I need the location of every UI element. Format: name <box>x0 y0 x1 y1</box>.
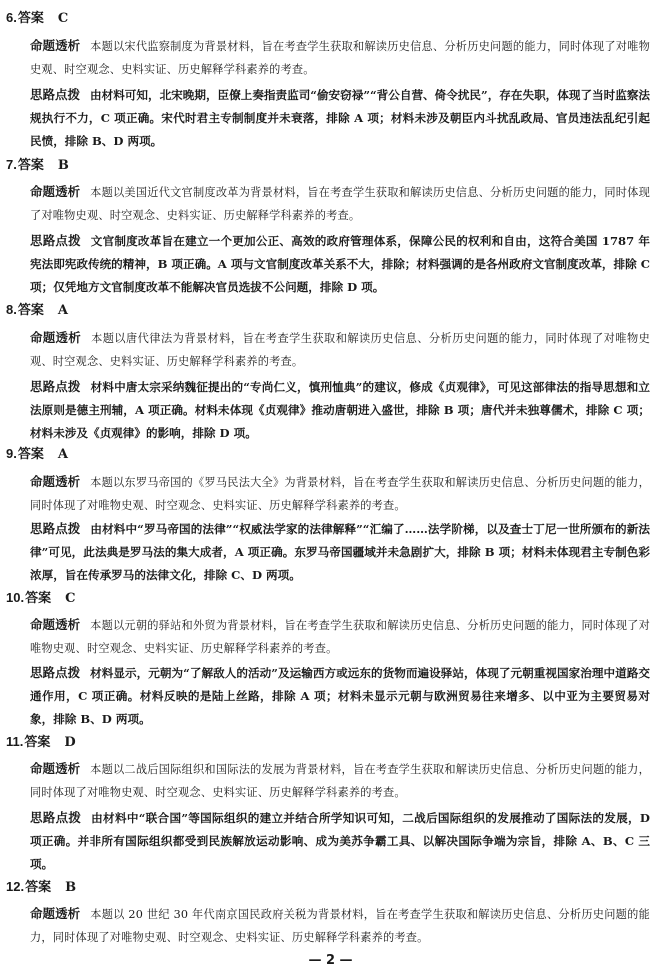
analysis-paragraph <box>30 613 650 660</box>
hint-paragraph <box>30 229 650 300</box>
question-number: 10. <box>6 590 25 605</box>
hint-label: 思路点拨 <box>30 233 81 248</box>
analysis-text: 本题以元朝的驿站和外贸为背景材料，旨在考查学生获取和解读历史信息、分析历史问题的能力，同时体现了对唯物史观、时空观念、史料实证、历史解释学科素养的考查。 <box>30 619 650 656</box>
hint-text: 由材料中“罗马帝国的法律”“权威法学家的法律解释”“汇编了……法学阶梯，以及查士丁尼一世所颁布的新法律”可见，此法典是罗马法的集大成者，A 项正确。东罗马帝国疆域并未急剧扩大，排除 B 项；材料未体现君主专制色彩浓厚，旨在传承罗马的法律文化，排除 C、D 两项。 <box>30 522 650 583</box>
question-number: 6. <box>6 10 17 25</box>
question-number: 11. <box>6 734 24 749</box>
hint-text: 由材料可知，北宋晚期，臣僚上奏指责监司“偷安窃禄”“背公自营、倚令扰民”，存在失职，体现了当时监察法规执行不力，C 项正确。宋代时君主专制制度并未衰落，排除 A 项；材料未涉及朝臣内斗扰乱政局、官员违法乱纪引起民愤，排除 B、D 两项。 <box>30 88 651 149</box>
answer-letter: B <box>57 158 69 173</box>
analysis-text: 本题以二战后国际组织和国际法的发展为背景材料，旨在考查学生获取和解读历史信息、分析历史问题的能力，同时体现了对唯物史观、时空观念、史料实证、历史解释学科素养的考查。 <box>30 763 650 800</box>
answer-word: 答案 <box>25 880 52 895</box>
hint-label: 思路点拨 <box>30 521 81 536</box>
hint-text: 由材料中“联合国”等国际组织的建立并结合所学知识可知，二战后国际组织的发展推动了国际法的发展，D 项正确。并非所有国际组织都受到民族解放运动影响、成为美苏争霸工具、以解决国际争端为宗旨，排除 A、B、C 三项。 <box>30 811 650 872</box>
answer-word: 答案 <box>25 591 52 606</box>
answer-line <box>6 590 75 607</box>
answer-line <box>6 446 68 463</box>
analysis-text: 本题以宋代监察制度为背景材料，旨在考查学生获取和解读历史信息、分析历史问题的能力，同时体现了对唯物史观、时空观念、史料实证、历史解释学科素养的考查。 <box>30 40 650 77</box>
answer-word: 答案 <box>17 303 44 318</box>
hint-text: 材料中唐太宗采纳魏征提出的“专尚仁义，慎刑恤典”的建议，修成《贞观律》，可见这部律法的指导思想和立法原则是德主刑辅，A 项正确。材料未体现《贞观律》推动唐朝进入盛世，排除 B 项；唐代并未独尊儒术，排除 C 项；材料未涉及《贞观律》的影响，排除 D 项。 <box>30 380 650 441</box>
analysis-text: 本题以 20 世纪 30 年代南京国民政府关税为背景材料，旨在考查学生获取和解读历史信息、分析历史问题的能力，同时体现了对唯物史观、时空观念、史料实证、历史解释学科素养的考查。 <box>30 908 650 945</box>
analysis-label: 命题透析 <box>30 330 82 345</box>
analysis-paragraph <box>30 757 650 804</box>
analysis-paragraph <box>30 180 650 227</box>
answer-letter: C <box>57 11 69 26</box>
question-number: 9. <box>6 446 17 461</box>
analysis-paragraph <box>30 470 650 517</box>
hint-paragraph <box>30 517 650 588</box>
analysis-paragraph <box>30 902 650 949</box>
answer-line <box>6 302 68 319</box>
question-number: 7. <box>6 157 17 172</box>
hint-paragraph <box>30 375 650 446</box>
hint-paragraph <box>30 661 650 732</box>
analysis-text: 本题以东罗马帝国的《罗马民法大全》为背景材料，旨在考查学生获取和解读历史信息、分析历史问题的能力，同时体现了对唯物史观、时空观念、史料实证、历史解释学科素养的考查。 <box>30 476 650 513</box>
analysis-paragraph <box>30 34 650 81</box>
answer-line <box>6 734 76 751</box>
analysis-label: 命题透析 <box>30 474 81 489</box>
answer-line <box>6 157 69 174</box>
answer-letter: D <box>64 735 76 750</box>
hint-text: 文官制度改革旨在建立一个更加公正、高效的政府管理体系，保障公民的权利和自由，这符合美国 1787 年宪法即宪政传统的精神，B 项正确。A 项与文官制度改革关系不大，排除；材料强调的是各州政府文官制度改革，排除 C 项；仅凭地方文官制度改革不能解决官员选拔不公问题，排除 D 项。 <box>30 234 650 295</box>
page-number: — 2 — <box>308 953 353 968</box>
hint-text: 材料显示，元朝为“了解敌人的活动”及运输西方或远东的货物而遍设驿站，体现了元朝重视国家治理中道路交通作用，C 项正确。材料反映的是陆上丝路，排除 A 项；材料未显示元朝与欧洲贸易往来增多、以中亚为主要贸易对象，排除 B、D 两项。 <box>30 666 650 727</box>
analysis-text: 本题以美国近代文官制度改革为背景材料，旨在考查学生获取和解读历史信息、分析历史问题的能力，同时体现了对唯物史观、时空观念、史料实证、历史解释学科素养的考查。 <box>30 186 650 223</box>
question-number: 8. <box>6 302 17 317</box>
question-number: 12. <box>6 879 25 894</box>
hint-label: 思路点拨 <box>30 379 81 394</box>
analysis-label: 命题透析 <box>30 906 81 921</box>
answer-word: 答案 <box>17 11 44 26</box>
answer-letter: A <box>57 303 68 318</box>
hint-label: 思路点拨 <box>30 665 81 680</box>
analysis-label: 命题透析 <box>30 761 81 776</box>
analysis-label: 命题透析 <box>30 184 81 199</box>
answer-letter: A <box>57 447 68 462</box>
answer-word: 答案 <box>24 735 51 750</box>
analysis-label: 命题透析 <box>30 617 81 632</box>
analysis-text: 本题以唐代律法为背景材料，旨在考查学生获取和解读历史信息、分析历史问题的能力，同时体现了对唯物史观、时空观念、史料实证、历史解释学科素养的考查。 <box>30 332 650 369</box>
analysis-label: 命题透析 <box>30 38 81 53</box>
hint-paragraph <box>30 83 650 154</box>
hint-label: 思路点拨 <box>30 810 82 825</box>
answer-line <box>6 879 76 896</box>
analysis-paragraph <box>30 326 650 373</box>
hint-paragraph <box>30 806 650 877</box>
answer-word: 答案 <box>17 447 44 462</box>
answer-letter: C <box>65 591 76 606</box>
answer-line <box>6 10 68 27</box>
answer-word: 答案 <box>17 158 44 173</box>
answer-letter: B <box>65 880 77 895</box>
hint-label: 思路点拨 <box>30 87 81 102</box>
